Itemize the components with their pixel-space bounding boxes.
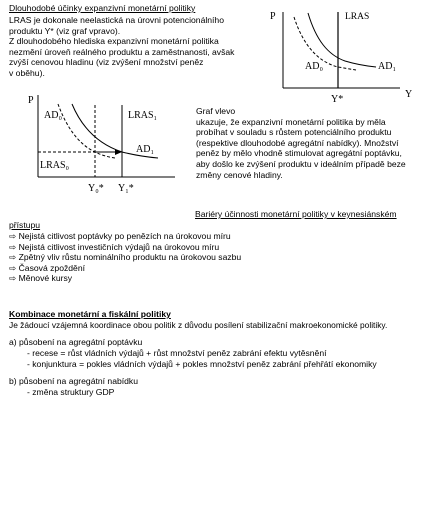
- graph-right-lras-label: LRAS: [345, 12, 370, 22]
- graph-left-ad0-curve: [58, 104, 115, 158]
- graf-note-line: (respektive dlouhodobé agregátní nabídky). Množství: [196, 137, 399, 148]
- graph-right-ad0-label: AD₀: [305, 61, 323, 72]
- graph-left-ad1-label: AD₁: [136, 144, 154, 155]
- graph-left-lras0-label: LRAS₀: [40, 160, 70, 171]
- combination-b-label: b) působení na agregátní nabídku: [9, 376, 139, 386]
- combination-b-item: - změna struktury GDP: [27, 387, 115, 397]
- barriers-heading: Bariéry účinnosti monetární politiky v keynesiánském: [195, 209, 397, 219]
- barrier-item: ⇨ Zpětný vliv růstu nominálního produktu na úrokovou sazbu: [9, 252, 242, 263]
- combination-intro: Je žádoucí vzájemná koordinace obou politik z důvodu posílení stabilizační makroekonomické politiky.: [9, 320, 388, 330]
- graph-right-ad0-curve: [294, 17, 356, 70]
- combination-a-item: - konjunktura = pokles vládních výdajů + pokles množství peněz zabrání přehřátí ekonomiky: [27, 358, 377, 369]
- graf-note-line: změny cenové hladiny.: [196, 169, 283, 180]
- barriers-heading-cont: přístupu: [9, 220, 41, 230]
- combination-a-item: - recese = růst vládních výdajů + růst množství peněz zabrání efektu vytěsnění: [27, 348, 327, 358]
- combination-b-list: [27, 387, 114, 398]
- graf-note-line: ukazuje, že expanzivní monetární politika by měla: [196, 116, 386, 127]
- graph-left-p-label: P: [28, 95, 34, 106]
- graf-note: [196, 106, 406, 180]
- graph-right-ad1-label: AD₁: [378, 61, 396, 72]
- graph-right-ystar-label: Y*: [331, 94, 344, 105]
- graph-left-y1-label: Y₁*: [118, 183, 134, 194]
- graph-left: [0, 90, 200, 200]
- graph-left-ad0-label: AD₀: [44, 110, 62, 121]
- section1-line: LRAS je dokonale neelastická na úrovni potencionálního: [9, 15, 224, 25]
- combination-a-list: [27, 348, 377, 369]
- graph-right-p-label: P: [270, 11, 276, 22]
- graph-right-y-label: Y: [405, 89, 413, 100]
- barrier-item: ⇨ Nejistá citlivost investičních výdajů na úrokovou míru: [9, 241, 220, 252]
- graf-note-line: peněz by mělo vhodně stimulovat agregátní poptávku,: [196, 148, 402, 159]
- section1-line: Z dlouhodobého hlediska expanzivní monetární politika: [9, 36, 219, 47]
- section1-line: nezmění úroveň reálného produktu a zaměstnanosti, avšak: [9, 46, 235, 57]
- graph-left-y0-label: Y₀*: [88, 183, 104, 194]
- barrier-item: ⇨ Měnové kursy: [9, 273, 73, 284]
- graf-note-line: Graf vlevo: [196, 106, 236, 116]
- section1-line: zvýší cenovou hladinu (viz zvýšení množství peněz: [9, 57, 204, 68]
- graf-note-line: aby došlo ke zvýšení produktu v ideálním případě beze: [196, 158, 406, 169]
- graph-left-lras1-label: LRAS₁: [128, 110, 158, 121]
- barriers-list: [9, 231, 241, 284]
- section1-line: v oběhu).: [9, 67, 45, 78]
- barrier-item: ⇨ Nejistá citlivost poptávky po penězích na úrokovou míru: [9, 231, 231, 241]
- section1-heading: Dlouhodobé účinky expanzivní monetární politiky: [9, 3, 196, 13]
- section1-line: produktu Y* (viz graf vpravo).: [9, 25, 121, 36]
- graf-note-line: probíhat v souladu s růstem potenciálního produktu: [196, 127, 392, 138]
- combination-a-label: a) působení na agregátní poptávku: [9, 337, 143, 347]
- combination-heading: Kombinace monetární a fiskální politiky: [9, 309, 171, 319]
- barrier-item: ⇨ Časová zpoždění: [9, 262, 85, 273]
